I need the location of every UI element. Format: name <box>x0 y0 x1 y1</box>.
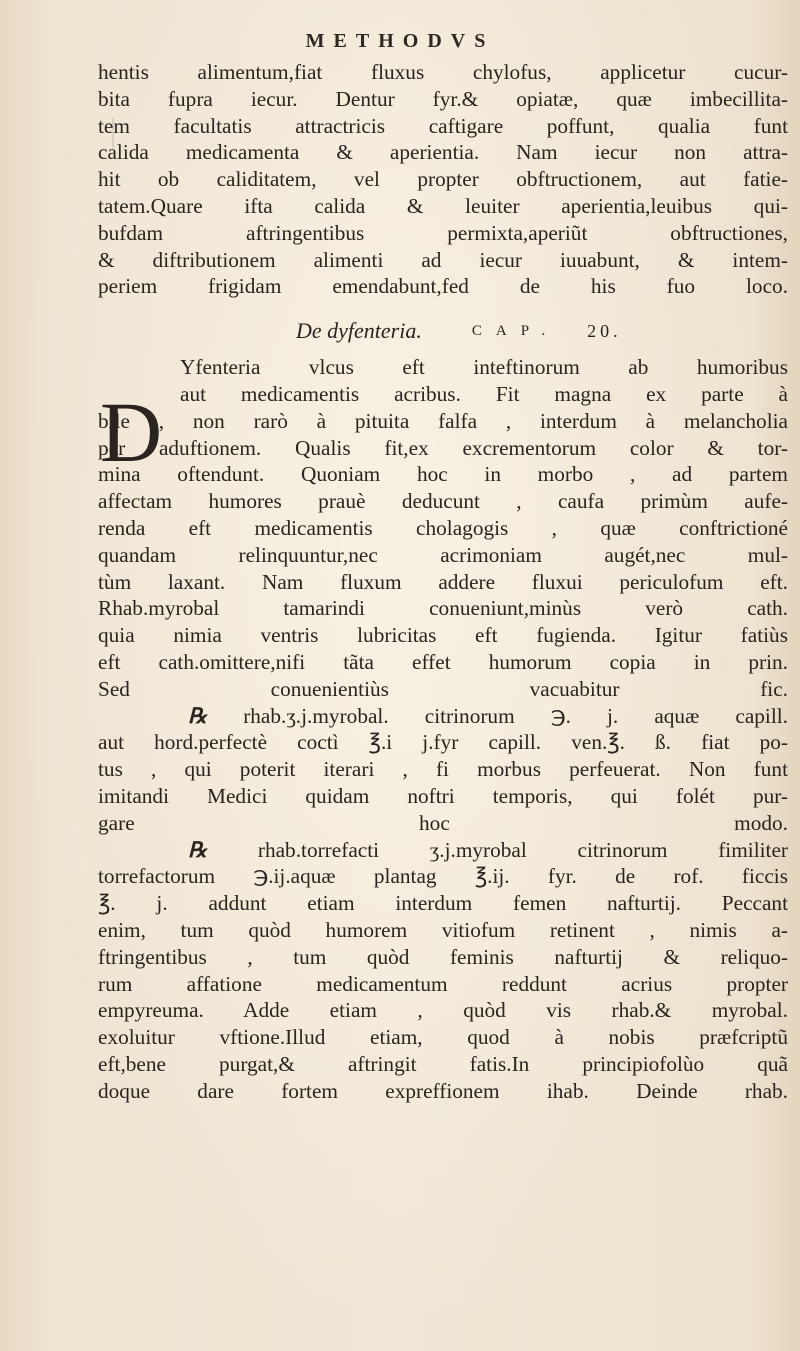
text-line: tatem.Quare ifta calida & leuiter aperientia,leuibus qui- <box>98 193 788 218</box>
text-line: imitandi Medici quidam noftri temporis, qui folét pur- <box>98 783 788 808</box>
text-line: empyreuma. Adde etiam , quòd vis rhab.& myrobal. <box>98 998 788 1023</box>
text-line: & diftributionem alimenti ad iecur iuuabunt, & intem- <box>98 247 788 272</box>
text-line: torrefactorum ℈.ij.aquæ plantag ℥.ij. fyr. de rof. ficcis <box>98 864 788 889</box>
text-line: ftringentibus , tum quòd feminis nafturtij & reliquo- <box>98 944 788 969</box>
text-line: doque dare fortem expreffionem ihab. Deinde rhab. <box>98 1078 788 1103</box>
recipe-line <box>98 837 788 864</box>
text-line: hentis alimentum,fiat fluxus chylofus, applicetur cucur- <box>98 60 788 84</box>
text-line: ℥. j. addunt etiam interdum femen nafturtij. Peccant <box>98 891 788 916</box>
text-line: rum affatione medicamentum reddunt acrius propter <box>98 971 788 996</box>
recipe-line <box>98 703 788 730</box>
chapter-number: 20. <box>587 320 622 341</box>
text-line: Rhab.myrobal tamarindi conueniunt,minùs verò cath. <box>98 596 788 621</box>
text-line: eft cath.omittere,nifi tãta effet humorum copia in prin. <box>98 649 788 674</box>
recipe-symbol: ℞ <box>188 703 244 728</box>
chapter-body <box>98 354 788 1104</box>
recipe-text: rhab.torrefacti ʒ.j.myrobal citrinorum fimiliter <box>257 837 788 862</box>
text-line: Sed conuenientiùs vacuabitur fic. <box>98 676 788 701</box>
text-line: bile , non rarò à pituita falfa , interdum à melancholia <box>98 408 788 433</box>
text-line: calida medicamenta & aperientia. Nam iecur non attra- <box>98 140 788 165</box>
recipe-symbol: ℞ <box>188 837 258 862</box>
text-line: eft,bene purgat,& aftringit fatis.In principiofolùo quã <box>98 1051 788 1076</box>
text-line: affectam humores prauè deducunt , caufa primùm aufe- <box>98 489 788 514</box>
text-line: quandam relinquuntur,nec acrimoniam augét,nec mul- <box>98 542 788 567</box>
text-line: bita fupra iecur. Dentur fyr.& opiatæ, quæ imbecillita- <box>98 86 788 111</box>
text-line: aut medicamentis acribus. Fit magna ex parte à <box>180 381 788 406</box>
text-line: renda eft medicamentis cholagogis , quæ conftrictioné <box>98 515 788 540</box>
text-line: tem facultatis attractricis caftigare poffunt, qualia funt <box>98 113 788 138</box>
text-line: hit ob caliditatem, vel propter obftructionem, aut fatie- <box>98 167 788 192</box>
text-line: tus , qui poterit iterari , fi morbus perfeuerat. Non funt <box>98 757 788 782</box>
text-line: tùm laxant. Nam fluxum addere fluxui periculofum eft. <box>98 569 788 594</box>
drop-cap: D <box>100 384 163 480</box>
text-line: quia nimia ventris lubricitas eft fugienda. Igitur fatiùs <box>98 623 788 648</box>
chapter-title: De dyfenteria. <box>296 318 422 344</box>
running-head: METHODVS <box>305 30 495 52</box>
text-line: enim, tum quòd humorem vitiofum retinent , nimis a- <box>98 917 788 942</box>
chapter-heading <box>98 308 788 354</box>
text-line: periem frigidam emendabunt,fed de his fuo loco. <box>98 274 788 299</box>
text-line: gare hoc modo. <box>98 810 788 835</box>
chapter-cap-label: CAP. <box>471 322 560 339</box>
text-line: exoluitur vftione.Illud etiam, quod à nobis præfcriptũ <box>98 1025 788 1050</box>
recipe-text: rhab.ʒ.j.myrobal. citrinorum ℈. j. aquæ capill. <box>243 703 788 728</box>
text-line: mina oftendunt. Quoniam hoc in morbo , ad partem <box>98 462 788 487</box>
text-line: per aduftionem. Qualis fit,ex excrementorum color & tor- <box>98 435 788 460</box>
text-block <box>98 59 788 1104</box>
text-line: aut hord.perfectè coctì ℥.i j.fyr capill. ven.℥. ß. fiat po- <box>98 730 788 755</box>
text-line: Yfenteria vlcus eft inteftinorum ab humoribus <box>180 355 788 380</box>
text-line: bufdam aftringentibus permixta,aperiũt obftructiones, <box>98 220 788 245</box>
